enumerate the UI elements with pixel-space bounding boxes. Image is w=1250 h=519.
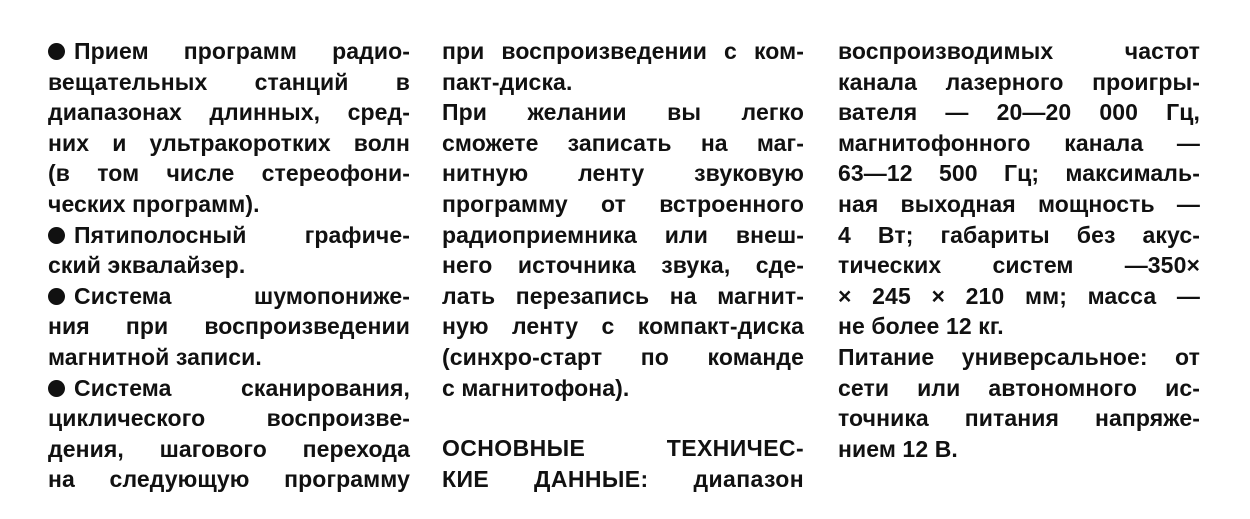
text-line: циклического воспроизве- (48, 405, 410, 432)
text-line: них и ультракоротких волн (48, 129, 410, 156)
text-line: ния при воспроизведении (48, 313, 410, 340)
text-line: при воспроизведении с ком- (442, 38, 804, 64)
bullet-icon (48, 43, 65, 60)
text-line: пакт-диска. (442, 68, 573, 95)
text-column-3 (838, 36, 1200, 464)
text-column-1 (48, 36, 410, 495)
paragraph-specs-heading (442, 433, 804, 494)
text-line: не более 12 кг. (838, 313, 1004, 340)
text-column-2 (442, 36, 804, 494)
text-line: 63—12 500 Гц; максималь- (838, 160, 1200, 187)
text-line: программу от встроенного (442, 190, 804, 217)
paragraph-equalizer (48, 220, 410, 281)
text-line: ский эквалайзер. (48, 252, 246, 279)
text-line: Система сканирования, (48, 373, 410, 404)
text-line: Питание универсальное: от (838, 343, 1200, 370)
text-line: нитную ленту звуковую (442, 160, 804, 187)
text-line: вещательных станций в (48, 68, 410, 95)
text-line: него источника звука, сде- (442, 252, 804, 279)
bullet-icon (48, 380, 65, 397)
paragraph-power-supply (838, 342, 1200, 464)
paragraph-specifications (838, 36, 1200, 342)
paragraph-scanning-system (48, 373, 410, 495)
text-line: сети или автономного ис- (838, 374, 1200, 401)
text-line: сможете записать на маг- (442, 129, 804, 156)
text-line: дения, шагового перехода (48, 435, 410, 462)
text-line: При желании вы легко (442, 99, 804, 126)
text-line: (в том числе стереофони- (48, 160, 410, 187)
section-heading: ОСНОВНЫЕ ТЕХНИЧЕС- (442, 435, 804, 462)
text-line: Прием программ радио- (48, 36, 410, 67)
paragraph-recording (442, 97, 804, 403)
text-line: лать перезапись на магнит- (442, 282, 804, 309)
text-line: канала лазерного проигры- (838, 68, 1200, 95)
bullet-icon (48, 288, 65, 305)
text-line: с магнитофона). (442, 374, 630, 401)
section-heading: КИЕ ДАННЫЕ: диапазон (442, 465, 804, 492)
text-line: ная выходная мощность — (838, 190, 1200, 217)
text-line: воспроизводимых частот (838, 38, 1200, 64)
text-line: Система шумопониже- (48, 281, 410, 312)
text-line: 4 Вт; габариты без акус- (838, 221, 1200, 248)
text-line: точника питания напряже- (838, 405, 1200, 432)
paragraph-cd-playback (442, 36, 804, 97)
text-line: вателя — 20—20 000 Гц, (838, 99, 1200, 126)
paragraph-radio-reception (48, 36, 410, 220)
text-line: ческих программ). (48, 190, 260, 217)
text-line: тических систем —350× (838, 252, 1200, 279)
bullet-icon (48, 227, 65, 244)
text-line: радиоприемника или внеш- (442, 221, 804, 248)
text-line: магнитной записи. (48, 343, 262, 370)
text-line: диапазонах длинных, сред- (48, 99, 410, 126)
text-line: нием 12 В. (838, 435, 958, 462)
text-line: ную ленту с компакт-диска (442, 313, 804, 340)
text-line: (синхро-старт по команде (442, 343, 804, 370)
text-line: на следующую программу (48, 466, 410, 493)
paragraph-spacer (442, 403, 804, 433)
text-line: × 245 × 210 мм; масса — (838, 282, 1200, 309)
paragraph-noise-reduction (48, 281, 410, 373)
text-line: Пятиполосный графиче- (48, 220, 410, 251)
text-line: магнитофонного канала — (838, 129, 1200, 156)
